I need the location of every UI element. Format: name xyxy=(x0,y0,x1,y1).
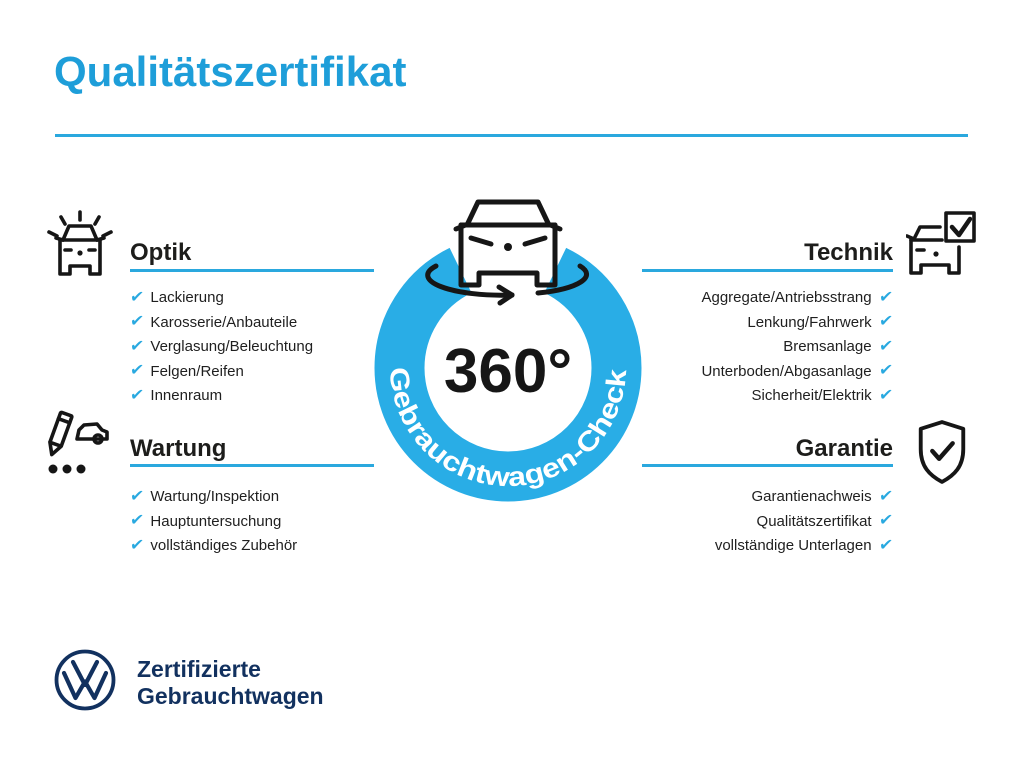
checklist-garantie xyxy=(715,488,892,554)
check-icon: ✔ xyxy=(877,386,894,404)
title-rule xyxy=(55,134,968,137)
check-item-label: vollständige Unterlagen xyxy=(714,537,872,554)
check-item xyxy=(757,513,892,530)
check-item xyxy=(130,513,281,530)
check-item xyxy=(130,289,224,306)
car-shine-icon xyxy=(45,209,115,283)
check-item xyxy=(130,314,297,331)
check-item-label: Felgen/Reifen xyxy=(150,362,244,380)
check-item-label: vollständiges Zubehör xyxy=(150,537,298,554)
check-icon: ✔ xyxy=(877,288,894,306)
check-item xyxy=(130,488,279,505)
brand-line-1: Zertifizierte xyxy=(137,656,261,682)
check-item-label: Bremsanlage xyxy=(783,338,872,355)
checklist-technik xyxy=(701,289,892,404)
check-item-label: Karosserie/Anbauteile xyxy=(150,313,298,331)
check-icon: ✔ xyxy=(128,337,145,355)
ring-360-graphic xyxy=(374,192,642,514)
check-item xyxy=(783,338,892,355)
check-icon: ✔ xyxy=(877,362,894,379)
degree-label: 360° xyxy=(443,337,573,406)
check-item xyxy=(701,289,892,306)
check-item xyxy=(130,537,297,554)
check-icon: ✔ xyxy=(128,487,145,505)
check-item-label: Hauptuntersuchung xyxy=(150,512,282,530)
check-item-label: Wartung/Inspektion xyxy=(150,488,280,505)
check-item xyxy=(715,537,892,554)
checklist-optik xyxy=(130,289,313,404)
checklist-wartung xyxy=(130,488,297,554)
check-icon: ✔ xyxy=(877,313,894,330)
check-icon: ✔ xyxy=(877,536,894,554)
check-item xyxy=(701,363,892,380)
check-icon: ✔ xyxy=(128,512,145,529)
ring-label: Gebrauchtwagen-Check xyxy=(383,365,633,493)
check-item-label: Lenkung/Fahrwerk xyxy=(747,313,872,331)
heading-optik: Optik xyxy=(130,239,192,266)
check-item xyxy=(130,363,244,380)
check-icon: ✔ xyxy=(877,487,894,505)
check-item-label: Unterboden/Abgasanlage xyxy=(701,362,872,380)
check-item xyxy=(747,314,892,331)
check-icon: ✔ xyxy=(128,362,145,379)
vw-logo xyxy=(53,648,117,712)
check-icon: ✔ xyxy=(877,512,894,529)
heading-wartung: Wartung xyxy=(130,435,227,462)
brand-line-2: Gebrauchtwagen xyxy=(137,683,324,709)
heading-technik: Technik xyxy=(804,239,893,266)
check-item xyxy=(752,387,892,404)
check-item-label: Qualitätszertifikat xyxy=(756,512,872,530)
brand-lockup xyxy=(137,656,324,710)
check-item xyxy=(130,338,313,355)
check-icon: ✔ xyxy=(128,536,145,554)
check-item xyxy=(130,387,222,404)
check-icon: ✔ xyxy=(128,313,145,330)
check-item-label: Innenraum xyxy=(150,387,223,404)
check-item-label: Garantienachweis xyxy=(751,488,872,505)
check-icon: ✔ xyxy=(128,288,145,306)
heading-garantie: Garantie xyxy=(795,435,893,462)
check-item-label: Verglasung/Beleuchtung xyxy=(150,338,314,355)
center-graphic-360-check xyxy=(374,192,642,514)
check-item-label: Sicherheit/Elektrik xyxy=(751,387,872,404)
service-checklist-icon xyxy=(40,410,110,480)
check-item-label: Aggregate/Antriebsstrang xyxy=(701,289,872,306)
car-checkbox-icon xyxy=(906,209,976,283)
shield-check-icon xyxy=(913,418,971,486)
check-icon: ✔ xyxy=(877,337,894,355)
page-title: Qualitätszertifikat xyxy=(54,48,407,95)
check-icon: ✔ xyxy=(128,386,145,404)
check-item xyxy=(752,488,892,505)
check-item-label: Lackierung xyxy=(150,289,224,306)
